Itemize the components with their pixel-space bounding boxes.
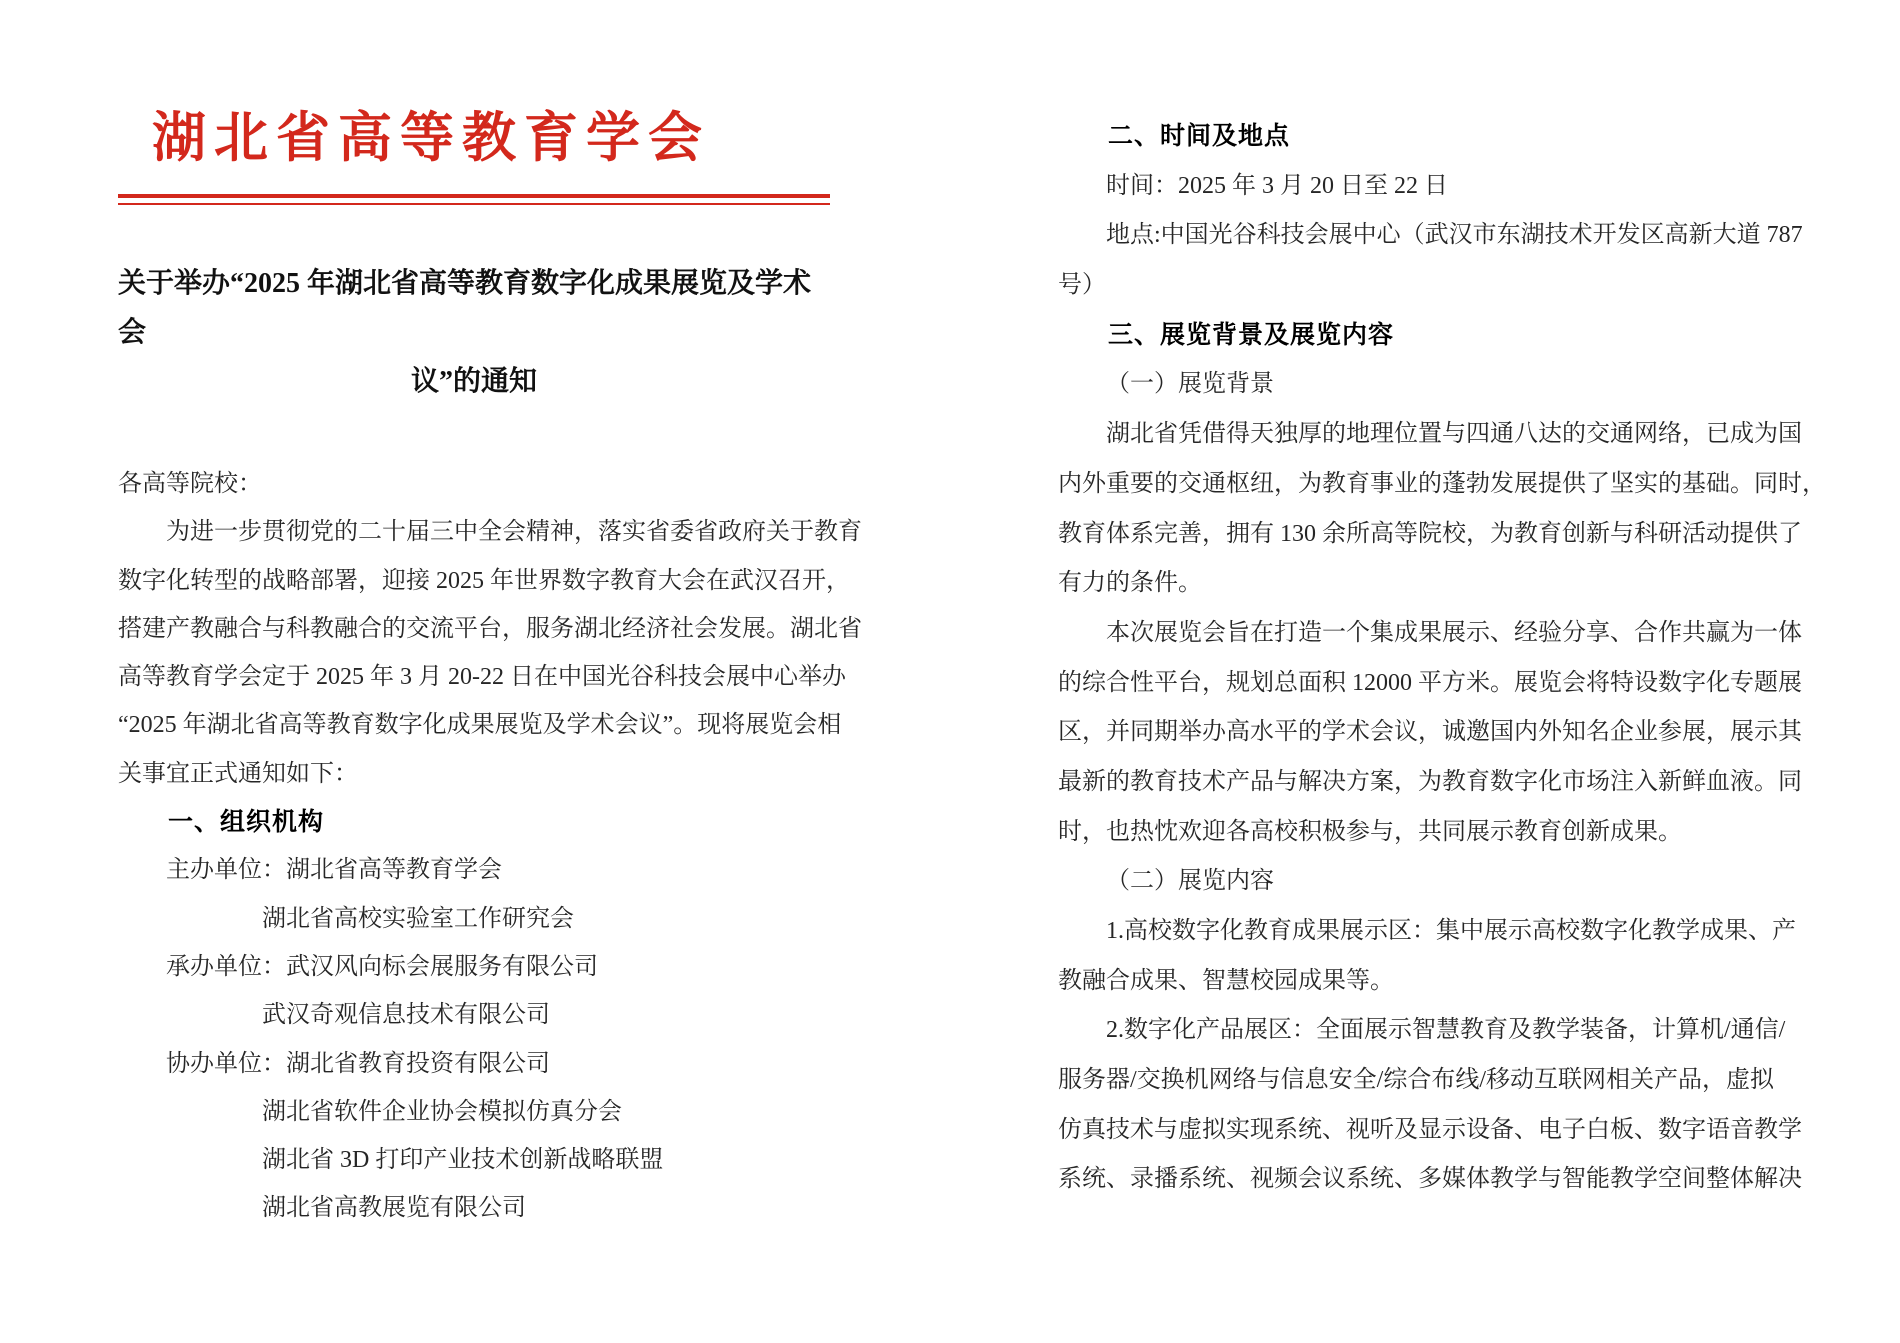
text-line: 教育体系完善，拥有 130 余所高等院校，为教育创新与科研活动提供了 — [1058, 520, 1802, 547]
text-line: 地点:中国光谷科技会展中心（武汉市东湖技术开发区高新大道 787 — [1106, 222, 1803, 249]
association-masthead: 湖北省高等教育学会 — [152, 108, 710, 168]
text-line: 为进一步贯彻党的二十届三中全会精神，落实省委省政府关于教育 — [166, 519, 862, 546]
text-line: 主办单位：湖北省高等教育学会 — [166, 857, 502, 884]
section-heading: 二、时间及地点 — [1108, 122, 1291, 150]
section-heading: 三、展览背景及展览内容 — [1108, 320, 1395, 349]
text-line: 高等教育学会定于 2025 年 3 月 20-22 日在中国光谷科技会展中心举办 — [118, 664, 846, 691]
text-line: 承办单位：武汉风向标会展服务有限公司 — [166, 953, 598, 980]
text-line: 数字化转型的战略部署，迎接 2025 年世界数字教育大会在武汉召开， — [118, 567, 850, 594]
masthead-double-rule — [118, 194, 830, 205]
text-line: 时，也热忱欢迎各高校积极参与，共同展示教育创新成果。 — [1058, 818, 1682, 845]
text-line: 湖北省 3D 打印产业技术创新战略联盟 — [262, 1147, 664, 1174]
text-line: 内外重要的交通枢纽，为教育事业的蓬勃发展提供了坚实的基础。同时， — [1058, 470, 1826, 497]
text-line: 搭建产教融合与科教融合的交流平台，服务湖北经济社会发展。湖北省 — [118, 615, 862, 642]
right-column-text — [1058, 112, 1826, 1205]
text-line: 湖北省高校实验室工作研究会 — [262, 905, 574, 932]
text-line: （一）展览背景 — [1106, 371, 1274, 398]
left-column-text — [118, 460, 862, 1233]
text-line: 区，并同期举办高水平的学术会议，诚邀国内外知名企业参展，展示其 — [1058, 719, 1802, 746]
text-line: 1.高校数字化教育成果展示区：集中展示高校数字化教学成果、产 — [1106, 918, 1796, 944]
text-line: 系统、录播系统、视频会议系统、多媒体教学与智能教学空间整体解决 — [1058, 1166, 1802, 1193]
left-page-column — [118, 0, 862, 1233]
text-line: 协办单位：湖北省教育投资有限公司 — [166, 1050, 550, 1077]
text-line: 湖北省凭借得天独厚的地理位置与四通八达的交通网络，已成为国 — [1106, 421, 1802, 448]
text-line: 的综合性平台，规划总面积 12000 平方米。展览会将特设数字化专题展 — [1058, 669, 1802, 696]
text-line: 时间：2025 年 3 月 20 日至 22 日 — [1106, 172, 1448, 199]
text-line: 本次展览会旨在打造一个集成果展示、经验分享、合作共赢为一体 — [1106, 619, 1802, 646]
text-line: 号） — [1058, 272, 1106, 299]
text-line: 关事宜正式通知如下： — [118, 760, 358, 787]
section-heading: 一、组织机构 — [168, 808, 325, 837]
notice-title — [118, 259, 830, 406]
text-line: 武汉奇观信息技术有限公司 — [262, 1002, 550, 1029]
text-line: 湖北省软件企业协会模拟仿真分会 — [262, 1098, 622, 1125]
text-line: 湖北省高教展览有限公司 — [262, 1195, 526, 1222]
text-line: 服务器/交换机网络与信息安全/综合布线/移动互联网相关产品，虚拟 — [1058, 1067, 1775, 1094]
text-line: 最新的教育技术产品与解决方案，为教育数字化市场注入新鲜血液。同 — [1058, 768, 1802, 795]
text-line: 仿真技术与虚拟实现系统、视听及显示设备、电子白板、数字语音教学 — [1058, 1116, 1802, 1143]
notice-title-line-2: 议”的通知 — [410, 366, 537, 397]
text-line: 各高等院校： — [118, 471, 262, 497]
text-line: （二）展览内容 — [1106, 868, 1274, 895]
right-page-column — [1058, 0, 1826, 1205]
text-line: 2.数字化产品展区：全面展示智慧教育及教学装备，计算机/通信/ — [1106, 1017, 1786, 1044]
notice-title-line-1: 关于举办“2025 年湖北省高等教育数字化成果展览及学术会 — [118, 268, 812, 348]
text-line: “2025 年湖北省高等教育数字化成果展览及学术会议”。现将展览会相 — [118, 712, 842, 739]
text-line: 教融合成果、智慧校园成果等。 — [1058, 967, 1394, 994]
text-line: 有力的条件。 — [1058, 570, 1202, 597]
